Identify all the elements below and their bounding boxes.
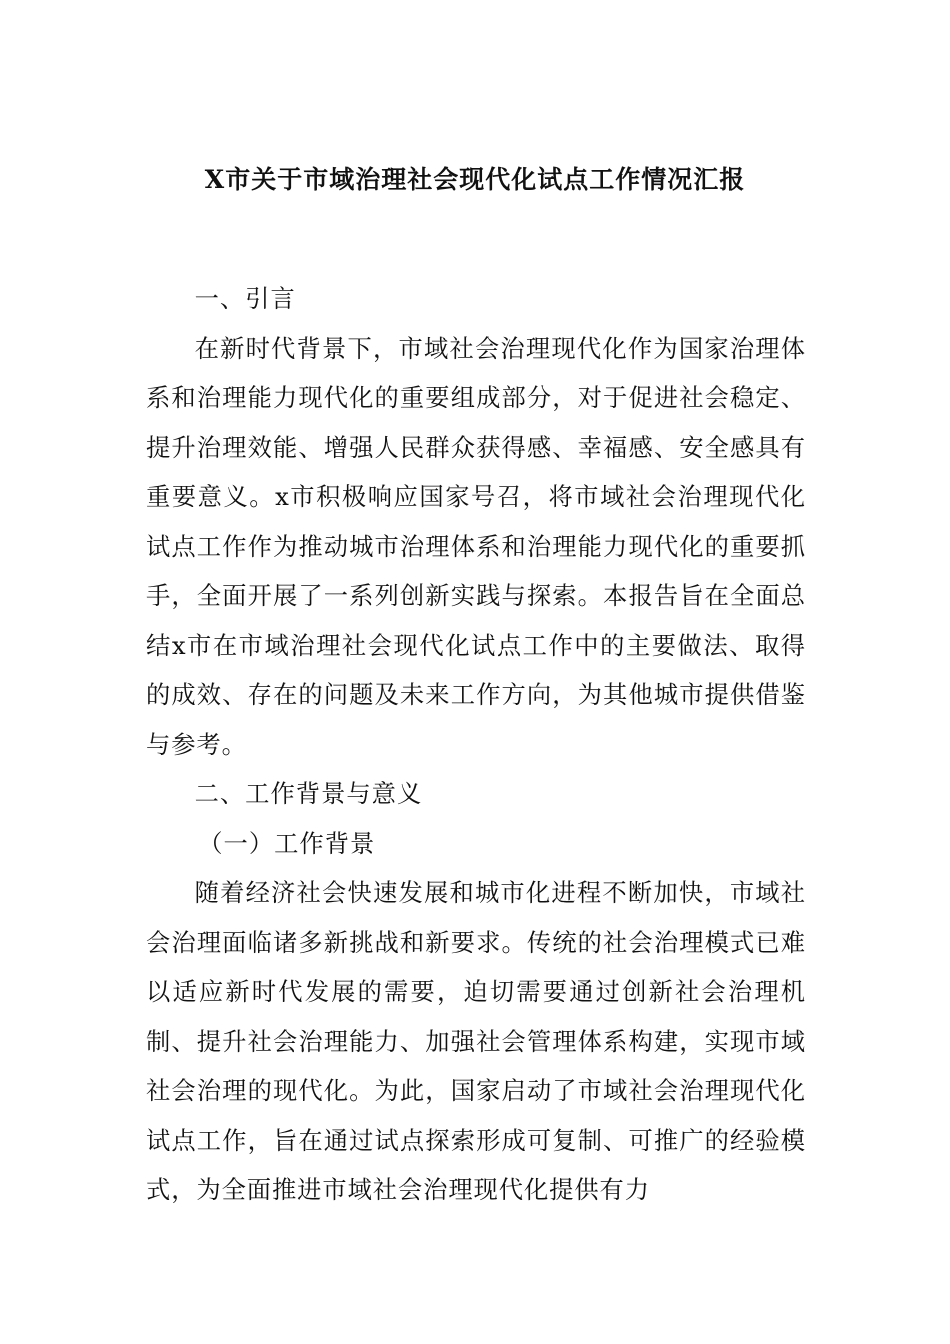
subsection-heading-work-background: （一）工作背景 (198, 828, 376, 858)
section-heading-background-significance: 二、工作背景与意义 (194, 779, 423, 808)
paragraph-introduction: 在新时代背景下，市域社会治理现代化作为国家治理体系和治理能力现代化的重要组成部分，对于促进社会稳定、提升治理效能、增强人民群众获得感、幸福感、安全感具有重要意义。x市积极响应国家号召，将市域社会治理现代化试点工作作为推动城市治理体系和治理能力现代化的重要抓手，全面开展了一系列创新实践与探索。本报告旨在全面总结x市在市域治理社会现代化试点工作中的主要做法、取得的成效、存在的问题及未来工作方向，为其他城市提供借鉴与参考。 (146, 333, 806, 759)
document-body (146, 274, 806, 1215)
paragraph-work-background: 随着经济社会快速发展和城市化进程不断加快，市域社会治理面临诸多新挑战和新要求。传统的社会治理模式已难以适应新时代发展的需要，迫切需要通过创新社会治理机制、提升社会治理能力、加强社会管理体系构建，实现市域社会治理的现代化。为此，国家启动了市域社会治理现代化试点工作，旨在通过试点探索形成可复制、可推广的经验模式，为全面推进市域社会治理现代化提供有力 (146, 878, 806, 1204)
section-heading-introduction: 一、引言 (194, 284, 296, 313)
document-title: X市关于市域治理社会现代化试点工作情况汇报 (204, 165, 746, 194)
